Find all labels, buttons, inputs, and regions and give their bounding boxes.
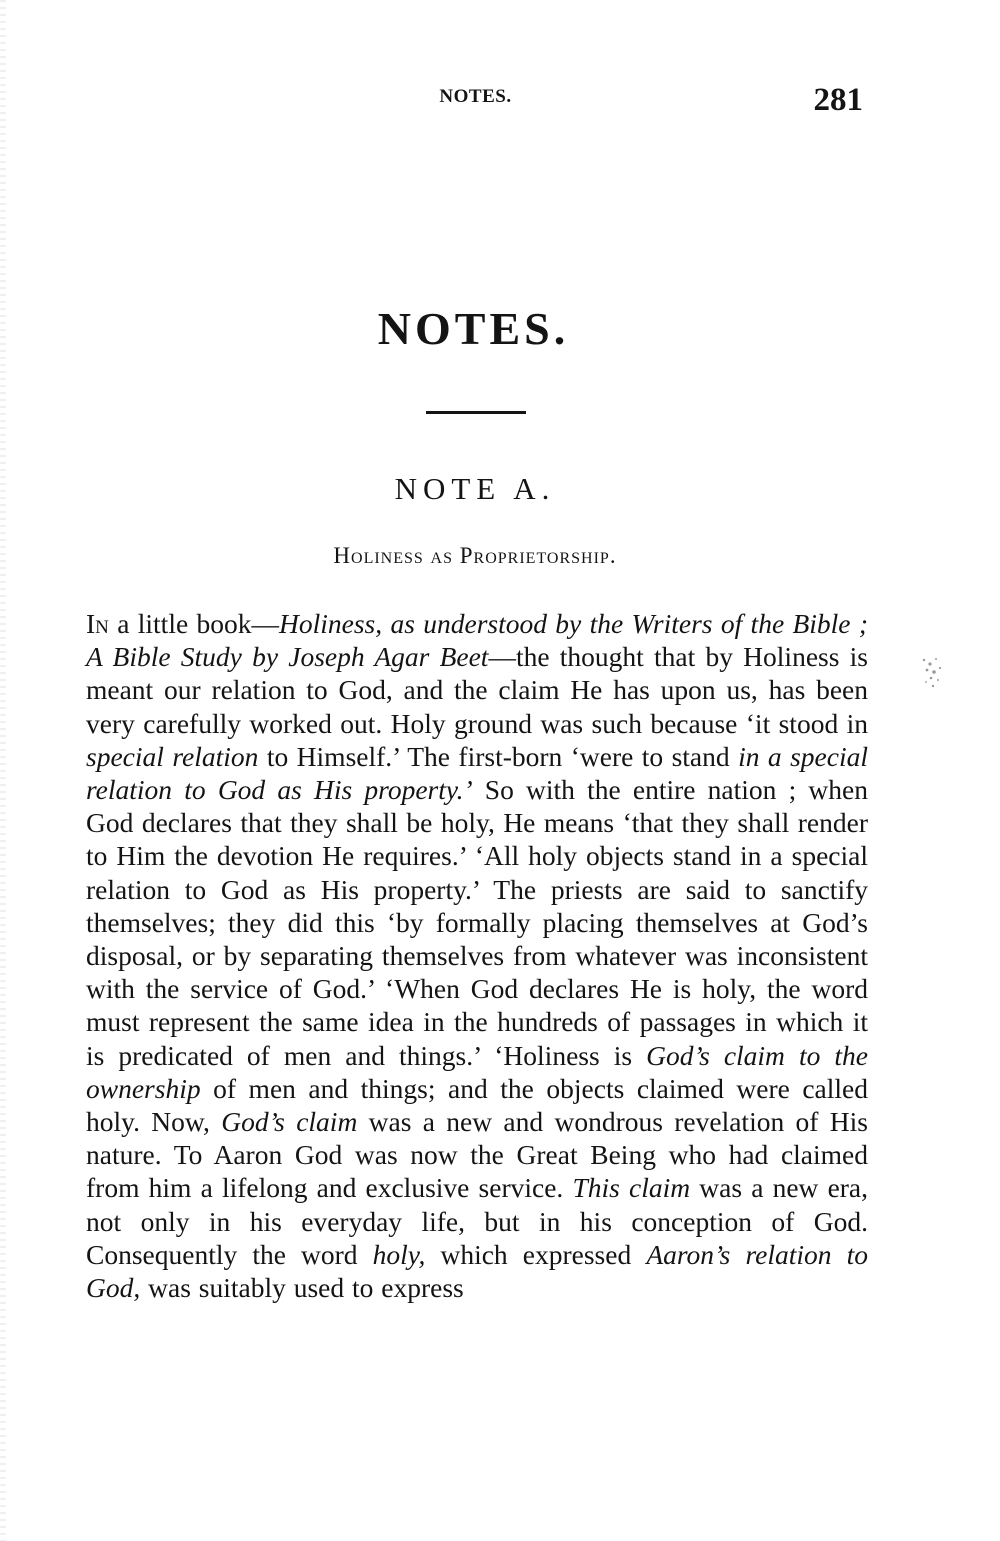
text-run: was suitably used to express — [140, 1272, 464, 1304]
italic-run: special relation — [86, 740, 259, 772]
page-edge-scan-noise — [0, 0, 6, 1541]
text-run: to Himself.’ The first-born ‘were to stand — [258, 740, 739, 772]
text-run: was a new era, not only in his everyday life, but in his conception of God. Consequently the word — [86, 1172, 869, 1270]
text-run: was a new and wondrous revelation of His nature. To Aaron God was now the Great Being who had claimed from him a lifelong and exclusive service. — [86, 1106, 868, 1204]
italic-run: God’s claim to the ownership — [86, 1039, 868, 1104]
text-run: which expressed — [425, 1238, 647, 1270]
note-subheading: Holiness as Proprietorship. — [333, 543, 617, 568]
title-rule — [426, 411, 526, 414]
italic-run: God’s claim — [221, 1106, 358, 1138]
italic-run: holy, — [372, 1238, 426, 1270]
italic-run: Aaron’s relation to God, — [86, 1238, 869, 1304]
body-paragraph — [86, 607, 868, 1304]
italic-run: Holiness, as understood by the Writers of the Bible ; A Bible Study by Joseph Agar Beet — [86, 608, 868, 673]
scan-speck-mark — [912, 650, 952, 700]
note-heading: NOTE A. — [394, 471, 556, 506]
text-run: So with the entire nation ; when God declares that they shall be holy, He means ‘that they shall render to Him the devotion He requires.’ ‘All holy objects stand in a special relation to God as His property.’ The priests are said to sanctify themselves; they did this ‘by formally placing themselves at God’s disposal, or by separating themselves from whatever was inconsistent with the service of God.’ ‘When God declares He is holy, the word must represent the same idea in the hundreds of passages in which it is predicated of men and things.’ ‘Holiness is — [86, 774, 868, 1071]
text-run: —the thought that by Holiness is meant our relation to God, and the claim He has upon us, has been very carefully worked out. Holy ground was such because ‘it stood in — [86, 641, 868, 739]
italic-run: This claim — [572, 1172, 691, 1204]
text-run: a little book— — [108, 608, 279, 639]
page-number: 281 — [813, 82, 863, 118]
running-head — [84, 82, 867, 122]
running-head-title: NOTES. — [439, 86, 512, 107]
italic-run: in a special relation to God as His property.’ — [86, 740, 868, 806]
text-run: of men and things; and the objects claimed were called holy. Now, — [86, 1072, 868, 1138]
lead-word: In — [86, 608, 109, 639]
section-title: NOTES. — [377, 303, 570, 354]
